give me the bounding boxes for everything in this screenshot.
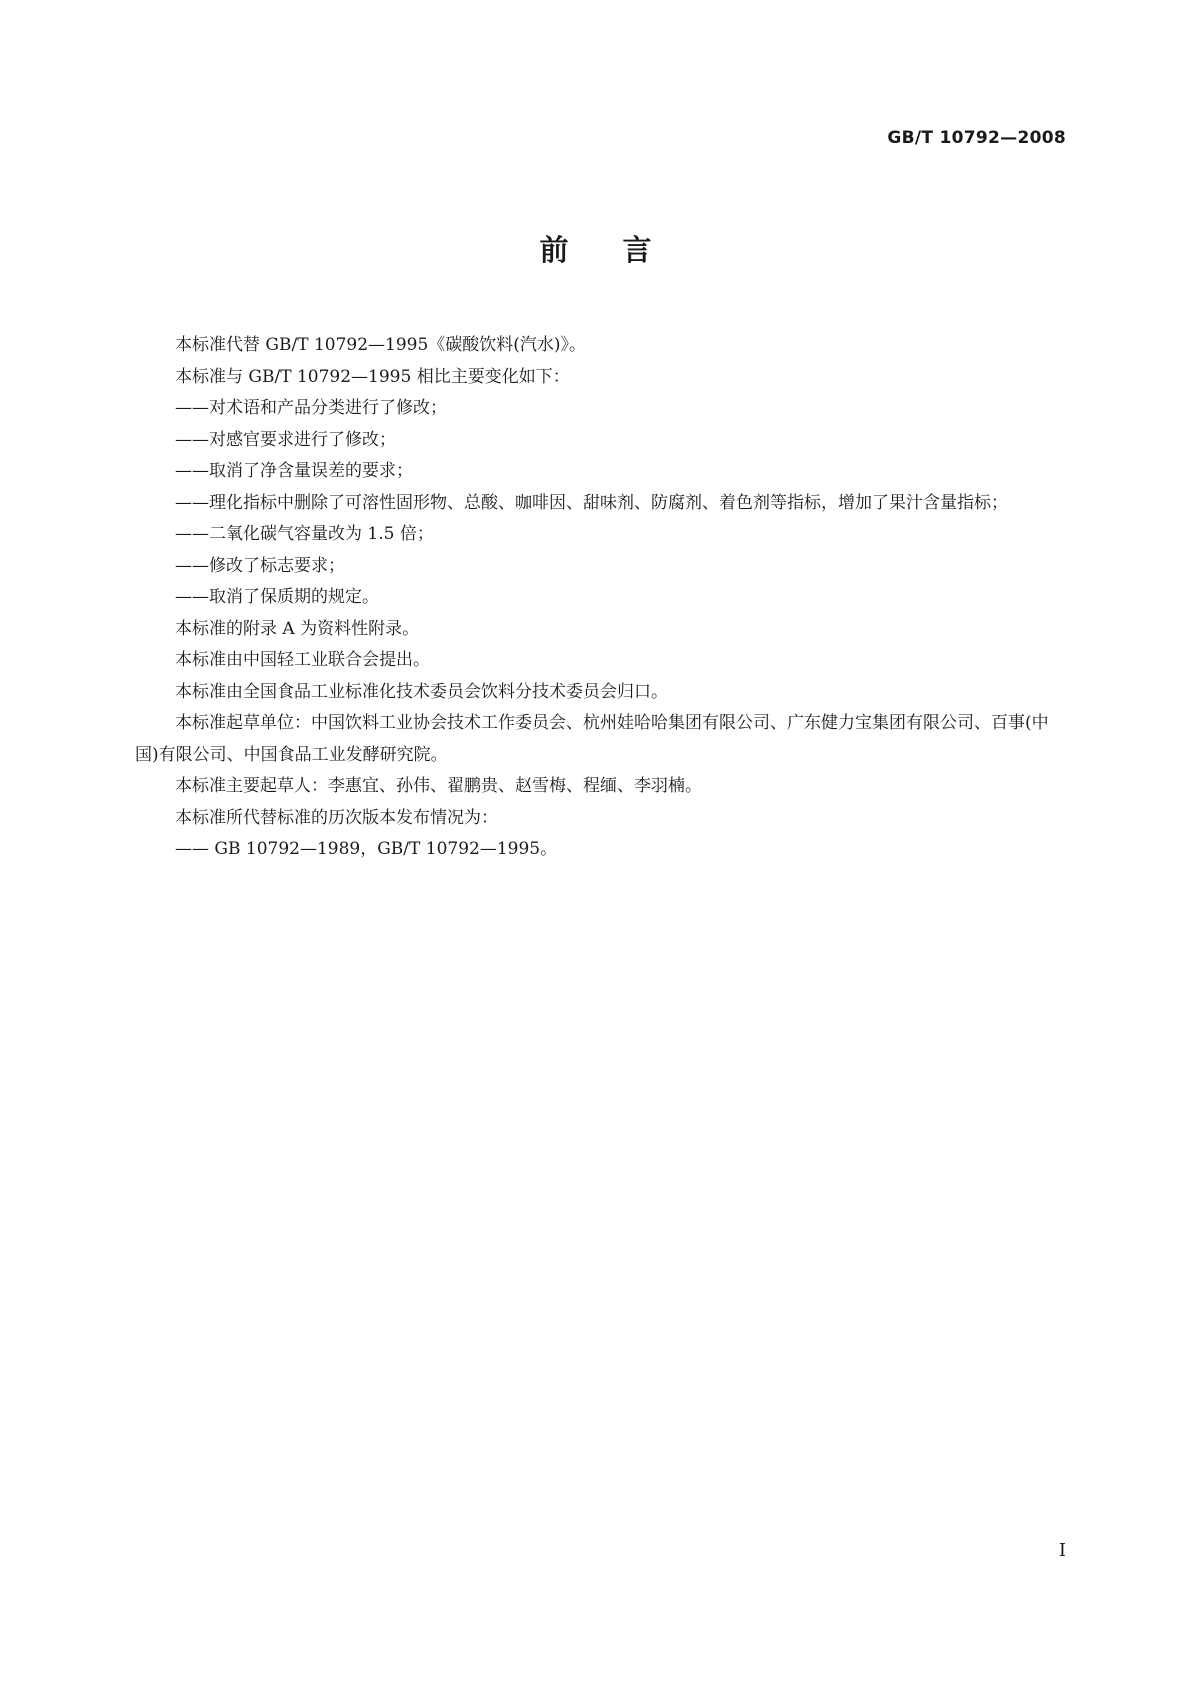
paragraph-proposed-by: 本标准由中国轻工业联合会提出。 bbox=[175, 650, 430, 670]
paragraph-centralized-by: 本标准由全国食品工业标准化技术委员会饮料分技术委员会归口。 bbox=[175, 681, 668, 702]
paragraph-changes-intro: 本标准与 GB/T 10792—1995 相比主要变化如下： bbox=[175, 366, 570, 387]
standard-number: GB/T 10792—2008 bbox=[887, 128, 1066, 148]
list-item: ——取消了净含量误差的要求； bbox=[175, 461, 413, 481]
paragraph-appendix: 本标准的附录 A 为资料性附录。 bbox=[175, 618, 420, 639]
list-item: ——理化指标中删除了可溶性固形物、总酸、咖啡因、甜味剂、防腐剂、着色剂等指标，增加了果汁含量指标； bbox=[175, 492, 1008, 513]
list-item: ——对感官要求进行了修改； bbox=[175, 429, 396, 450]
list-item: ——二氧化碳气容量改为 1.5 倍； bbox=[175, 524, 434, 544]
paragraph-replaces: 本标准代替 GB/T 10792—1995《碳酸饮料(汽水)》。 bbox=[175, 335, 587, 355]
page-title: 前言 bbox=[539, 233, 706, 267]
changes-list bbox=[135, 393, 1060, 614]
paragraph-drafters: 本标准主要起草人：李惠宜、孙伟、翟鹏贵、赵雪梅、程缅、李羽楠。 bbox=[175, 776, 702, 796]
page-number: I bbox=[1058, 1540, 1066, 1561]
list-item: ——修改了标志要求； bbox=[175, 555, 345, 576]
list-item: ——取消了保质期的规定。 bbox=[175, 587, 379, 607]
paragraph-drafting-units: 本标准起草单位：中国饮料工业协会技术工作委员会、杭州娃哈哈集团有限公司、广东健力宝集团有限公司、百事(中国)有限公司、中国食品工业发酵研究院。 bbox=[135, 713, 1049, 765]
list-item: ——对术语和产品分类进行了修改； bbox=[175, 398, 447, 418]
foreword-body bbox=[135, 330, 1060, 866]
paragraph-history: —— GB 10792—1989，GB/T 10792—1995。 bbox=[175, 839, 558, 859]
paragraph-history-intro: 本标准所代替标准的历次版本发布情况为： bbox=[175, 807, 498, 828]
